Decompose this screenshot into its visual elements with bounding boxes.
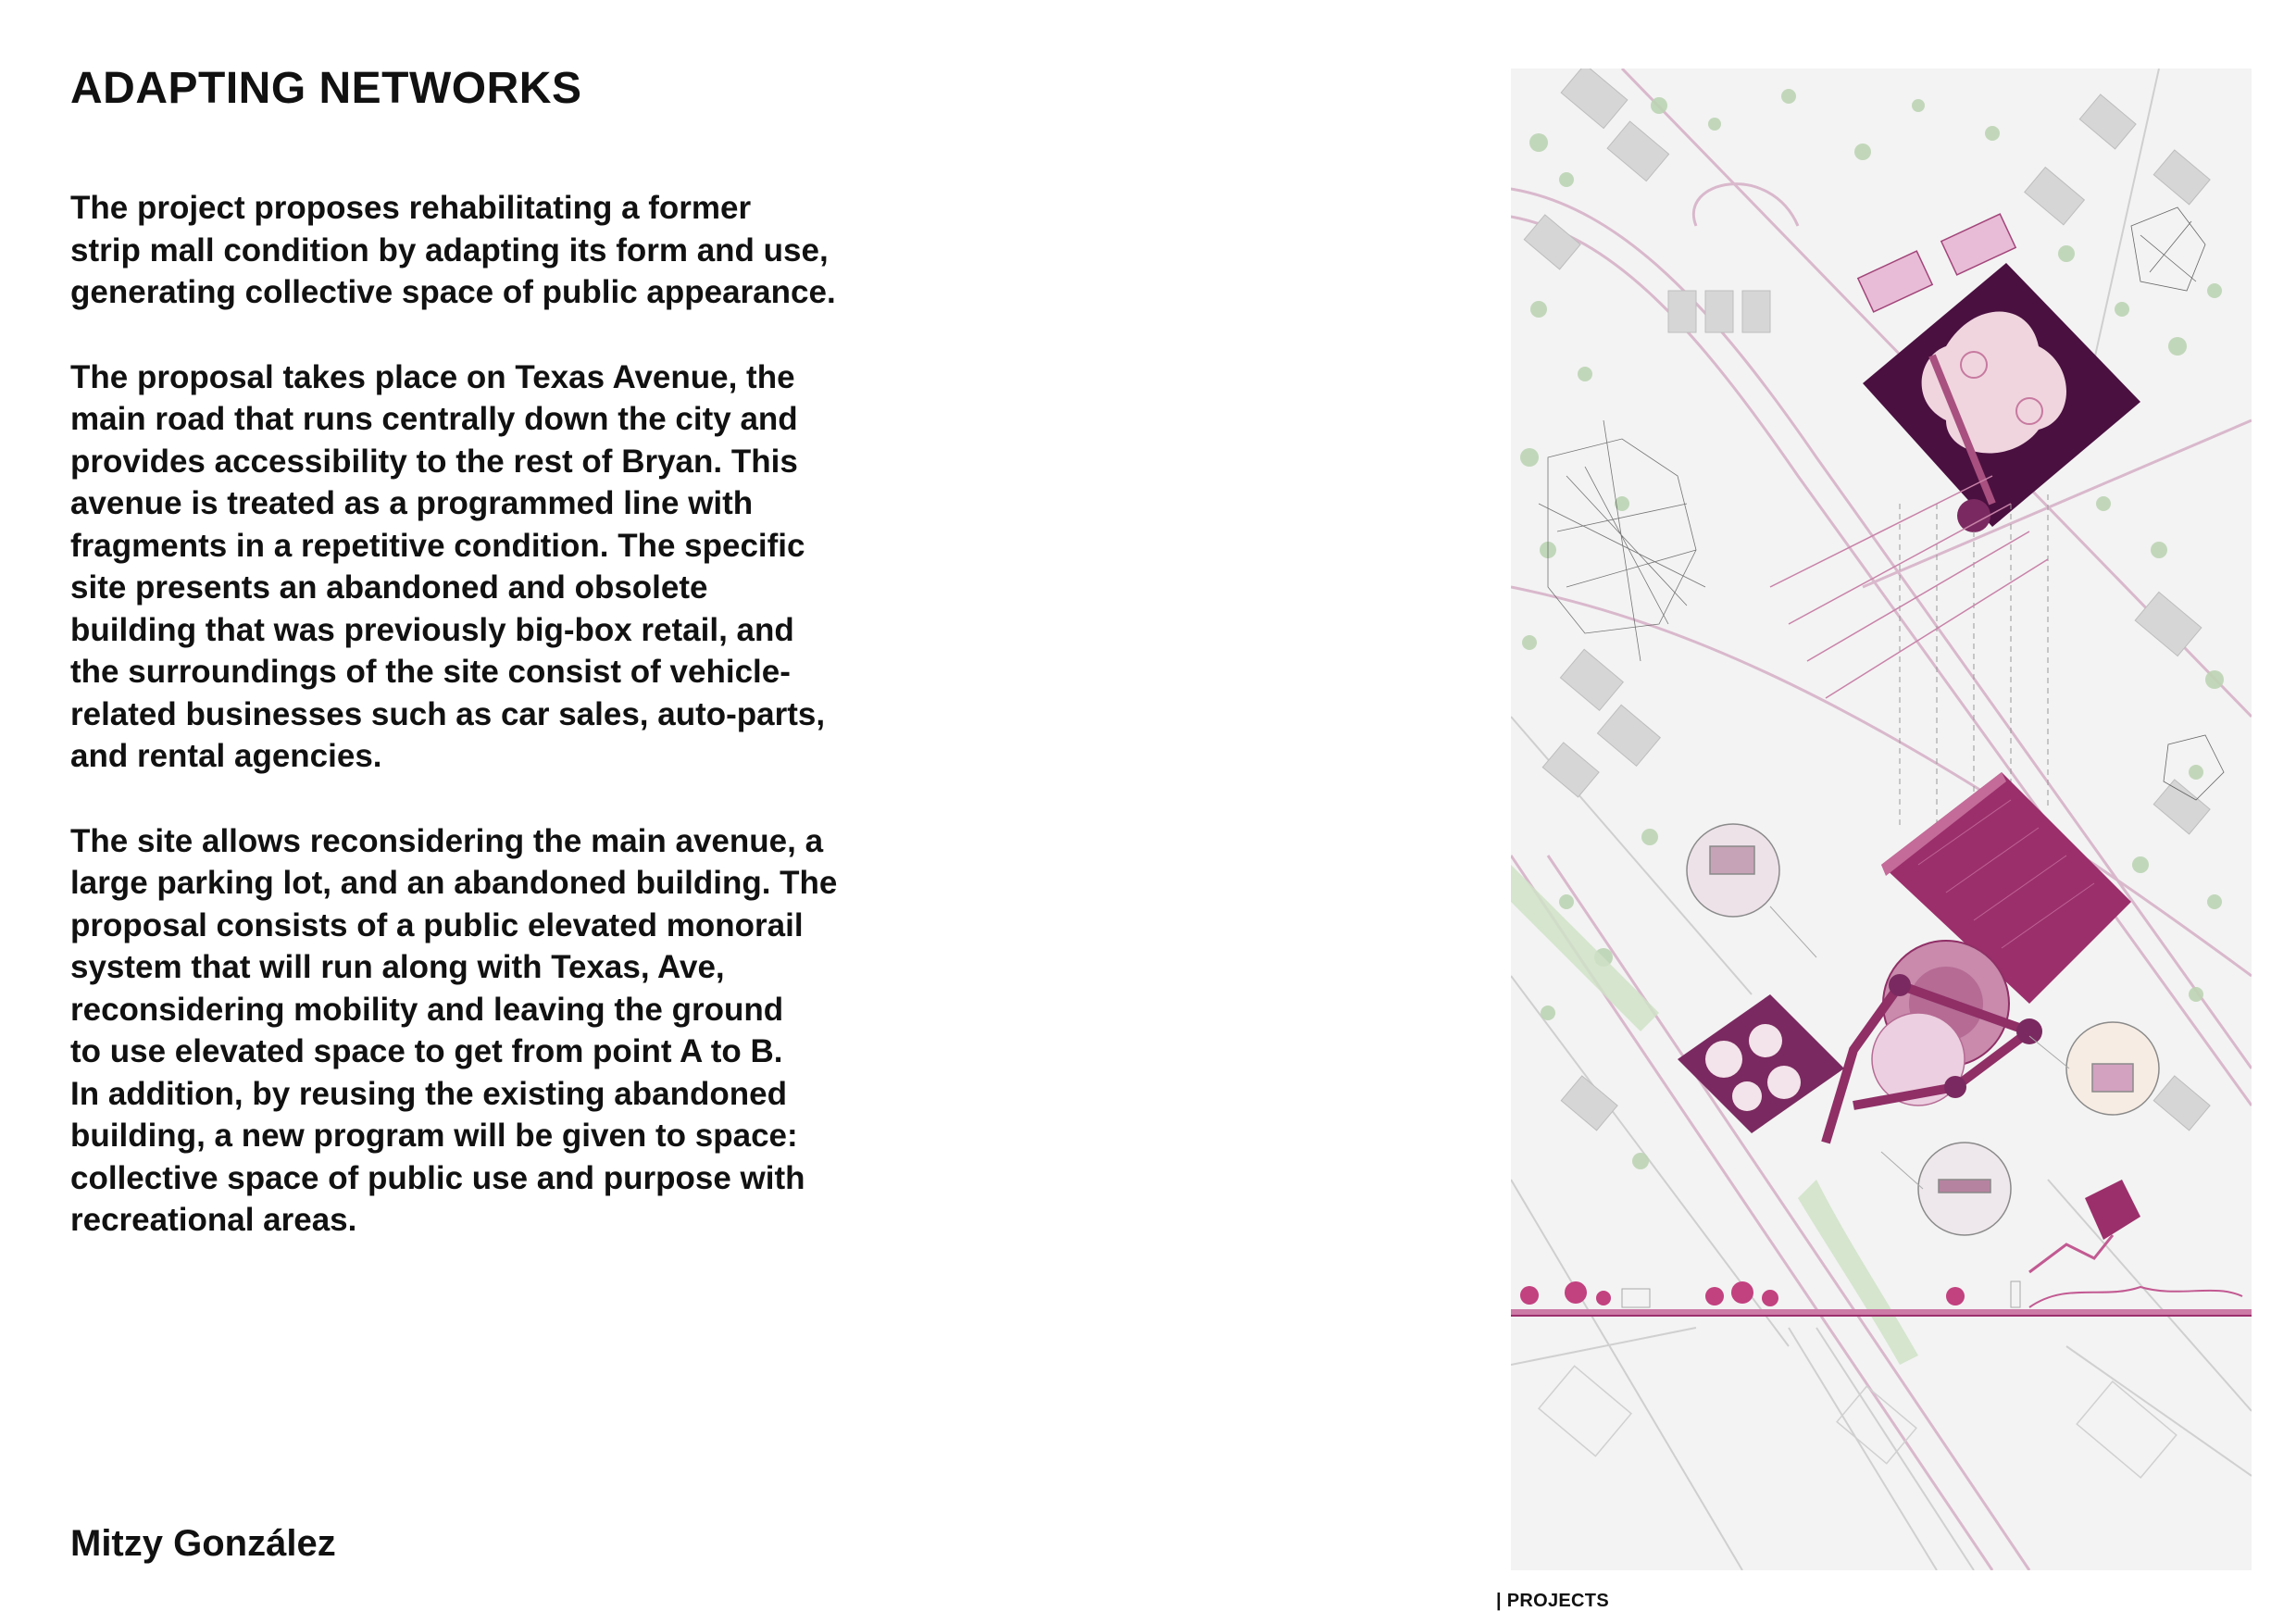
section-label: | PROJECTS [1496,1591,1609,1611]
paragraph-intro: The project proposes rehabilitating a former strip mall condition by adapting its form and use, generating collective space of public appearance. [70,190,836,310]
paragraph-site: The proposal takes place on Texas Avenue, the main road that runs centrally down the city and provides accessibility to the rest of Bryan. This avenue is treated as a programmed line with fragments in a repetitive condition. The specific site presents an abandoned and obsolete building that was previously big-box retail, and the surroundings of the site consist of vehicle- related businesses such as car sales, auto-parts, and rental agencies. [70,358,826,774]
axonometric-site-plan-illustration [1511,69,2252,1570]
paragraph-proposal: The site allows reconsidering the main avenue, a large parking lot, and an abandoned building. The proposal consists of a public elevated monorail system that will run along with Texas, Ave, reconsidering mobility and leaving the ground to use elevated space to get from point A to B. In addition, by reusing the existing abandoned building, a new program will be given to space: collective space of public use and purpose with recreational areas. [70,822,838,1238]
project-description [70,187,904,1284]
author-name: Mitzy González [70,1523,336,1564]
page-title: ADAPTING NETWORKS [70,64,582,113]
